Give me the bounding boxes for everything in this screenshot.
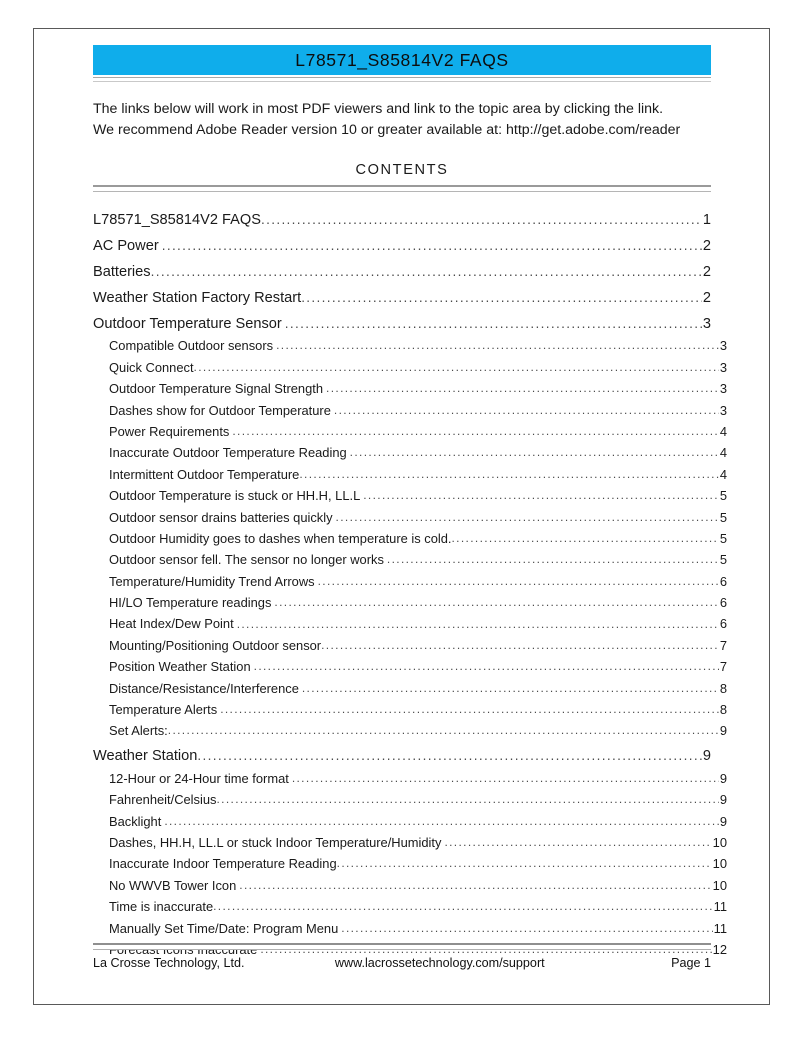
document-page <box>33 28 770 1005</box>
toc-entry-page-number: 10 <box>712 834 727 850</box>
toc-entry-page-number: 3 <box>719 359 727 375</box>
toc-entry-page-number: 2 <box>702 238 711 254</box>
toc-leader-dots <box>274 597 718 610</box>
toc-leader-dots <box>197 750 701 765</box>
contents-divider <box>93 185 711 192</box>
toc-entry-page-number: 8 <box>719 702 727 718</box>
toc-entry-label: Quick Connect <box>109 359 194 375</box>
toc-leader-dots <box>168 726 719 739</box>
toc-entry-page-number: 6 <box>719 616 727 632</box>
toc-leader-dots <box>363 490 719 503</box>
toc-entry[interactable] <box>93 589 727 610</box>
footer-company: La Crosse Technology, Ltd. <box>93 956 245 970</box>
toc-entry-page-number: 11 <box>713 899 727 915</box>
toc-entry[interactable] <box>93 280 711 306</box>
toc-entry-label: Position Weather Station <box>109 659 251 675</box>
page-footer <box>93 943 711 970</box>
toc-entry[interactable] <box>93 696 727 717</box>
toc-entry-label: Batteries <box>93 264 151 280</box>
toc-entry[interactable] <box>93 850 727 871</box>
toc-entry-page-number: 7 <box>719 637 727 653</box>
toc-entry-label: Dashes show for Outdoor Temperature <box>109 402 331 418</box>
toc-entry-label: Compatible Outdoor sensors <box>109 338 274 354</box>
toc-entry-label: Outdoor sensor fell. The sensor no longer works <box>109 552 384 568</box>
toc-entry[interactable] <box>93 306 711 332</box>
toc-entry[interactable] <box>93 503 727 524</box>
toc-entry-label: No WWVB Tower Icon <box>109 877 237 893</box>
toc-leader-dots <box>285 317 702 332</box>
toc-entry[interactable] <box>93 674 727 695</box>
toc-entry-page-number: 5 <box>719 488 727 504</box>
contents-heading: CONTENTS <box>355 162 449 178</box>
toc-entry-label: Weather Station <box>93 748 198 765</box>
toc-entry-page-number: 4 <box>719 445 727 461</box>
toc-entry[interactable] <box>93 525 727 546</box>
toc-leader-dots <box>387 554 719 567</box>
toc-entry-page-number: 9 <box>719 813 727 829</box>
toc-entry[interactable] <box>93 764 727 785</box>
toc-entry-label: Outdoor Temperature Sensor <box>93 316 282 332</box>
toc-entry-page-number: 3 <box>719 381 727 397</box>
toc-leader-dots <box>299 469 718 482</box>
toc-entry-page-number: 5 <box>719 509 727 525</box>
footer-divider <box>93 943 711 950</box>
toc-leader-dots <box>216 794 718 807</box>
toc-entry-page-number: 5 <box>719 552 727 568</box>
toc-entry-label: AC Power <box>93 238 159 254</box>
toc-entry[interactable] <box>93 460 727 481</box>
toc-entry[interactable] <box>93 738 711 764</box>
toc-leader-dots <box>341 923 712 936</box>
toc-leader-dots <box>162 239 702 254</box>
toc-entry[interactable] <box>93 567 727 588</box>
toc-entry[interactable] <box>93 717 727 738</box>
toc-entry-label: Time is inaccurate <box>109 899 214 915</box>
toc-leader-dots <box>350 447 719 460</box>
toc-leader-dots <box>151 265 702 280</box>
footer-website-link[interactable]: www.lacrossetechnology.com/support <box>334 956 545 970</box>
toc-entry[interactable] <box>93 418 727 439</box>
toc-entry-label: Mounting/Positioning Outdoor sensor <box>109 637 322 653</box>
toc-entry[interactable] <box>93 829 727 850</box>
toc-leader-dots <box>292 773 719 786</box>
toc-entry-label: Heat Index/Dew Point <box>109 616 234 632</box>
toc-entry-label: Temperature/Humidity Trend Arrows <box>109 573 315 589</box>
toc-entry[interactable] <box>93 871 727 892</box>
toc-entry-page-number: 3 <box>719 338 727 354</box>
toc-entry-page-number: 2 <box>702 264 711 280</box>
toc-entry-page-number: 8 <box>719 680 727 696</box>
page-content <box>93 45 727 957</box>
toc-entry-label: Outdoor Humidity goes to dashes when temperature is cold. <box>109 530 452 546</box>
toc-entry[interactable] <box>93 631 727 652</box>
toc-entry-label: Backlight <box>109 813 162 829</box>
toc-entry[interactable] <box>93 653 727 674</box>
toc-entry-page-number: 9 <box>719 770 727 786</box>
toc-entry-page-number: 4 <box>719 423 727 439</box>
toc-leader-dots <box>318 576 719 589</box>
toc-entry-page-number: 7 <box>719 659 727 675</box>
toc-leader-dots <box>261 213 702 228</box>
banner-divider <box>93 77 711 82</box>
toc-leader-dots <box>194 362 719 375</box>
toc-leader-dots <box>239 880 711 893</box>
toc-leader-dots <box>326 383 719 396</box>
toc-entry[interactable] <box>93 482 727 503</box>
toc-entry[interactable] <box>93 807 727 828</box>
toc-entry-page-number: 4 <box>719 466 727 482</box>
toc-leader-dots <box>452 533 719 546</box>
toc-leader-dots <box>254 661 719 674</box>
toc-leader-dots <box>301 291 702 306</box>
toc-entry-label: L78571_S85814V2 FAQS <box>93 212 261 228</box>
toc-entry-label: Outdoor sensor drains batteries quickly <box>109 509 333 525</box>
toc-leader-dots <box>321 640 719 653</box>
toc-entry-label: Set Alerts: <box>109 723 168 739</box>
toc-entry-label: Fahrenheit/Celsius <box>109 792 217 808</box>
toc-entry-page-number: 3 <box>702 316 711 332</box>
toc-entry-label: Power Requirements <box>109 423 230 439</box>
toc-leader-dots <box>213 901 712 914</box>
toc-entry-page-number: 6 <box>719 573 727 589</box>
toc-entry[interactable] <box>93 610 727 631</box>
toc-leader-dots <box>444 837 711 850</box>
toc-entry-page-number: 5 <box>719 530 727 546</box>
footer-page-number: Page 1 <box>671 956 711 970</box>
toc-entry-page-number: 9 <box>719 723 727 739</box>
toc-entry-label: Intermittent Outdoor Temperature <box>109 466 300 482</box>
toc-entry[interactable] <box>93 332 727 353</box>
toc-entry-label: Dashes, HH.H, LL.L or stuck Indoor Temperature/Humidity <box>109 834 442 850</box>
toc-leader-dots <box>237 619 719 632</box>
toc-entry-page-number: 3 <box>719 402 727 418</box>
toc-entry-page-number: 10 <box>712 877 727 893</box>
toc-entry-page-number: 11 <box>713 920 727 936</box>
table-of-contents <box>93 202 727 957</box>
toc-entry-label: HI/LO Temperature readings <box>109 595 272 611</box>
toc-entry[interactable] <box>93 353 727 374</box>
toc-leader-dots <box>164 816 719 829</box>
toc-entry[interactable] <box>93 914 727 935</box>
toc-entry-label: Weather Station Factory Restart <box>93 290 302 306</box>
document-title: L78571_S85814V2 FAQS <box>295 49 509 70</box>
toc-leader-dots <box>232 426 718 439</box>
toc-entry[interactable] <box>93 375 727 396</box>
toc-entry-label: Inaccurate Indoor Temperature Reading <box>109 856 337 872</box>
toc-leader-dots <box>220 704 719 717</box>
toc-entry[interactable] <box>93 228 711 254</box>
toc-entry-label: Distance/Resistance/Interference <box>109 680 299 696</box>
toc-entry-label: Temperature Alerts <box>109 702 218 718</box>
toc-entry-page-number: 12 <box>712 941 727 957</box>
toc-leader-dots <box>337 858 712 871</box>
toc-entry[interactable] <box>93 439 727 460</box>
title-banner <box>93 45 711 75</box>
toc-entry-label: Inaccurate Outdoor Temperature Reading <box>109 445 347 461</box>
toc-entry-page-number: 10 <box>712 856 727 872</box>
toc-entry[interactable] <box>93 396 727 417</box>
toc-leader-dots <box>302 683 719 696</box>
toc-entry-label: Outdoor Temperature Signal Strength <box>109 381 324 397</box>
toc-entry-label: Outdoor Temperature is stuck or HH.H, LL.L <box>109 488 361 504</box>
toc-leader-dots <box>336 512 719 525</box>
toc-entry[interactable] <box>93 786 727 807</box>
toc-entry-page-number: 6 <box>719 595 727 611</box>
toc-leader-dots <box>334 405 719 418</box>
toc-entry-label: Manually Set Time/Date: Program Menu <box>109 920 339 936</box>
intro-paragraph: The links below will work in most PDF viewers and link to the topic area by clicking the link. We recommend Adobe Reader version 10 or greater available at: http://get.adobe.com/reader <box>93 101 681 138</box>
toc-entry-page-number: 1 <box>702 212 711 228</box>
toc-entry[interactable] <box>93 546 727 567</box>
toc-entry-label: 12-Hour or 24-Hour time format <box>109 770 289 786</box>
toc-entry[interactable] <box>93 893 727 914</box>
toc-entry[interactable] <box>93 254 711 280</box>
toc-entry[interactable] <box>93 202 711 228</box>
toc-entry-page-number: 9 <box>719 792 727 808</box>
toc-entry-page-number: 2 <box>702 290 711 306</box>
toc-entry-page-number: 9 <box>702 748 711 765</box>
toc-leader-dots <box>276 341 719 354</box>
